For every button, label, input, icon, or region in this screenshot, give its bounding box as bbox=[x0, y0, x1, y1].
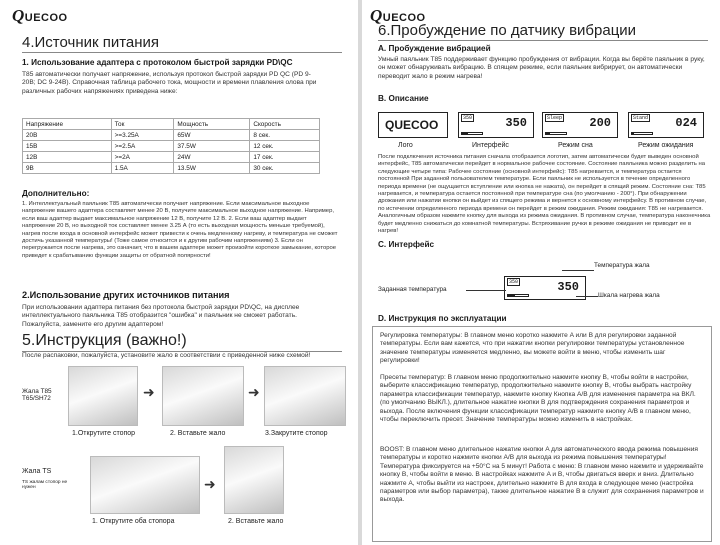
text-instruction: После распаковки, пожалуйста, установите жало в соответствии с приведенной ниже схемой! bbox=[22, 352, 311, 359]
table-row bbox=[23, 130, 320, 141]
screen-logo bbox=[378, 112, 448, 138]
heading-vibration-wake: А. Пробуждение вибрацией bbox=[378, 44, 491, 53]
text-pd-qc: T85 автоматически получает напряжение, используя протокол быстрой зарядки PD QC (PD 9-20В; DC 9-24В). Справочная таблица рабочего тока, мощности и времени плавления олова при различных рабочих напряжениях приведена ниже: bbox=[22, 71, 317, 95]
screen-temp: 200 bbox=[589, 116, 611, 130]
table-cell: 20В bbox=[23, 130, 112, 141]
table-cell: 9В bbox=[23, 163, 112, 174]
text-other-sources: При использовании адаптера питания без протокола быстрой зарядки PD\QC, на дисплее интеллектуального паяльника T85 отобразится "ошибка" и паяльник не сможет работать. Пожалуйста, замените его другим адаптером! bbox=[22, 304, 300, 328]
heat-bar bbox=[461, 132, 483, 135]
caption-step2: 2. Вставьте жало bbox=[170, 430, 226, 437]
text-operation-presets: Пресеты температур: В главном меню продолжительно нажмите кнопку B, чтобы войти в настройки, выберите классификацию температур, продолжительно нажмите кнопку B, чтобы выбрать настройку параметра классификации температур, нажмите кнопку Кнопка A/B для изменения параметра на ВКЛ. (по умолчанию ВЫКЛ.), длительное нажатие кнопки В для подтверждения сохранения параметров и выхода. После включения функции классификации температур нажмите кнопку A/B в главном меню, чтобы переключить пресет. Значение температуры можно изменить в настройках. bbox=[380, 374, 696, 424]
heat-bar-fill bbox=[508, 295, 515, 296]
screen-temp: 024 bbox=[675, 116, 697, 130]
heading-other-sources: 2.Использование других источников питания bbox=[22, 290, 230, 300]
table-cell: 17 сек. bbox=[250, 152, 320, 163]
table-cell: 12В bbox=[23, 152, 112, 163]
text-description: После подключения источника питания сначала отобразится логотип, затем автоматически будет выведен основной интерфейс, T85 автоматически перейдет в нормальное рабочее состояние. Состояние паяльника можно разделить на следующие четыре типа: Рабочее состояние (основной интерфейс): T85 нагревается, и температура остается постоянной При заданной пользователем температуре. Если паяльник не используется в течение определенного периода времени (не ощущается вступление или кнопка не нажата), он перейдет в спящий режим. Состояние сна: T85 нагревается, и температура остается постоянной при температуре сна (по умолчанию - 200°). При обнаружении дрожания или нажатии кнопки он выйдет из спящего режима и вернется к основному интерфейсу. В противном случае, по истечении определенного периода времени он перейдет в режим ожидания. Режим ожидания: T85 не нагревается. Аналогичным образом нажмите кнопку для выхода из режима ожидания. В противном случае, температура наконечника будет медленно снижаться до комнатной температуры. Встряхивание ручки в режиме ожидания не приводит ее в нагрев! bbox=[378, 154, 711, 235]
photo-ts-insert bbox=[224, 446, 284, 514]
heading-extra: Дополнительно: bbox=[22, 189, 90, 198]
screen-logo-text: QUECOO bbox=[385, 118, 439, 132]
right-page bbox=[362, 0, 720, 545]
caption-step3: 3.Закрутите стопор bbox=[265, 430, 328, 437]
table-cell: 13.5W bbox=[174, 163, 250, 174]
label-heat-scale: Шкала нагрева жала bbox=[598, 292, 660, 299]
table-row bbox=[23, 141, 320, 152]
heading-pd-qc: 1. Использование адаптера с протоколом быстрой зарядки PD\QC bbox=[22, 58, 293, 67]
photo-step-tighten bbox=[264, 366, 346, 426]
heat-bar-fill bbox=[462, 133, 468, 134]
screen-temp: 350 bbox=[505, 116, 527, 130]
screen-tag: 350 bbox=[463, 115, 473, 121]
photo-ts-unscrew bbox=[90, 456, 200, 514]
table-header: Напряжение bbox=[23, 119, 112, 130]
table-cell: 30 сек. bbox=[250, 163, 320, 174]
heat-bar-fill bbox=[632, 133, 634, 134]
screen-temp: 350 bbox=[557, 280, 579, 294]
arrow-right-icon: ➜ bbox=[248, 384, 260, 400]
brand-logo: QUECOO bbox=[12, 6, 68, 25]
power-table bbox=[22, 118, 320, 174]
heat-bar bbox=[507, 294, 529, 297]
label-tips-t85: Жала T85 T65/SH72 bbox=[22, 388, 52, 402]
table-cell: 8 сек. bbox=[250, 130, 320, 141]
photo-step-unscrew bbox=[68, 366, 138, 426]
text-vibration-wake: Умный паяльник T85 поддерживает функцию пробуждения от вибрации. Когда вы берёте паяльник в руку, он может обнаруживать вибрацию. В спящем режиме, если паяльник вибрирует, он автоматически переводит жало в режим нагрева! bbox=[378, 56, 705, 80]
section-title-instruction: 5.Инструкция (важно!) bbox=[22, 332, 342, 352]
table-cell: >=2А bbox=[111, 152, 174, 163]
screen-tag: Stand bbox=[633, 115, 649, 121]
photo-step-insert bbox=[162, 366, 244, 426]
table-header: Мощность bbox=[174, 119, 250, 130]
caption-sleep: Режим сна bbox=[558, 142, 593, 149]
pointer-line bbox=[576, 296, 598, 297]
screen-tag: Sleep bbox=[547, 115, 563, 121]
table-cell: 65W bbox=[174, 130, 250, 141]
pointer-line bbox=[466, 290, 506, 291]
label-tip-temp: Температура жала bbox=[594, 262, 650, 269]
screen-tag: 350 bbox=[509, 279, 519, 285]
arrow-right-icon: ➜ bbox=[143, 384, 155, 400]
arrow-right-icon: ➜ bbox=[204, 476, 216, 492]
heat-bar bbox=[631, 132, 653, 135]
table-cell: >=3.25А bbox=[111, 130, 174, 141]
screen-standby bbox=[628, 112, 704, 138]
table-cell: 37.5W bbox=[174, 141, 250, 152]
heading-interface: C. Интерфейс bbox=[378, 240, 435, 249]
table-cell: 15В bbox=[23, 141, 112, 152]
caption-logo: Лого bbox=[398, 142, 413, 149]
screen-interface-diagram bbox=[504, 276, 586, 300]
caption-standby: Режим ожидания bbox=[638, 142, 694, 149]
table-cell: 24W bbox=[174, 152, 250, 163]
heat-bar bbox=[545, 132, 567, 135]
label-set-temp: Заданная температура bbox=[378, 286, 447, 293]
table-header: Ток bbox=[111, 119, 174, 130]
table-header-row bbox=[23, 119, 320, 130]
table-row bbox=[23, 163, 320, 174]
caption-ts-step2: 2. Вставьте жало bbox=[228, 518, 284, 525]
text-operation-boost: BOOST: В главном меню длительное нажатие кнопки A для автоматического ввода режима повышения температуры и коротко нажмите кнопки A/B для выхода из режима повышения температуры! Температура фиксируется на +50°C на 5 минут! Работа с меню: В главном меню нажмите и удерживайте кнопку B, чтобы войти в меню. В настройках нажмите A и B, чтобы двигаться вверх и вниз. Длительно нажмите A, чтобы выйти из настроек, длительно нажмите B для входа в следующее меню (настройка параметров или выбор параметра), также длительное нажатие B в служит для сохранения параметров и выхода. bbox=[380, 446, 704, 504]
pointer-line bbox=[562, 270, 594, 271]
section-title-vibration: 6.Пробуждение по датчику вибрации bbox=[378, 22, 708, 41]
text-operation-adjust: Регулировка температуры: В главном меню коротко нажмите A или B для регулировки заданной температуры. Если вам кажется, что при нажатии кнопки регулировки температуры установленное значение температуры изменяется медленно, вы можете войти в меню, чтобы изменить шаг регулировки! bbox=[380, 332, 685, 365]
heading-operation: D. Инструкция по эксплуатации bbox=[378, 314, 507, 323]
text-extra: 1. Интеллектуальный паяльник T85 автоматически получает напряжение. Если максимальное выходное напряжение вашего адаптера составляет менее 20 В, получите максимальное выходное напряжение. Например, если ваш адаптер выдает максимальное напряжение 12 В, получите 12 В. 2. Если ваш адаптер выдает напряжение 20 В, но выходной ток составляет менее 3.25 А (то есть выходная мощность меньше требуемой), нагрев после входа в основной интерфейс может привести к очень медленному нагреву, и температура не сможет достичь указанной температуры! (Тоже самое относится и к другим рабочим напряжениям) 3. Если он перегружается после нагрева, это означает, что в вашем адаптере может произойти короткое замыкание, которое приведет к срабатыванию функции защиты от обратной полярности! bbox=[22, 201, 338, 259]
label-tips-ts: Жала TS bbox=[22, 468, 52, 475]
caption-ts-step1: 1. Открутите оба стопора bbox=[92, 518, 175, 525]
heading-description: B. Описание bbox=[378, 94, 429, 103]
table-cell: 1.5А bbox=[111, 163, 174, 174]
screen-sleep bbox=[542, 112, 618, 138]
heat-bar-fill bbox=[546, 133, 550, 134]
table-cell: 12 сек. bbox=[250, 141, 320, 152]
table-header: Скорость bbox=[250, 119, 320, 130]
note-ts: TS жалам стопор не нужен bbox=[22, 480, 68, 490]
caption-step1: 1.Открутите стопор bbox=[72, 430, 136, 437]
left-page bbox=[0, 0, 358, 545]
screen-interface bbox=[458, 112, 534, 138]
table-row bbox=[23, 152, 320, 163]
section-title-power: 4.Источник питания bbox=[22, 34, 342, 53]
brand-logo: QUECOO bbox=[370, 6, 426, 25]
caption-interface: Интерфейс bbox=[472, 142, 509, 149]
table-cell: >=2.5А bbox=[111, 141, 174, 152]
